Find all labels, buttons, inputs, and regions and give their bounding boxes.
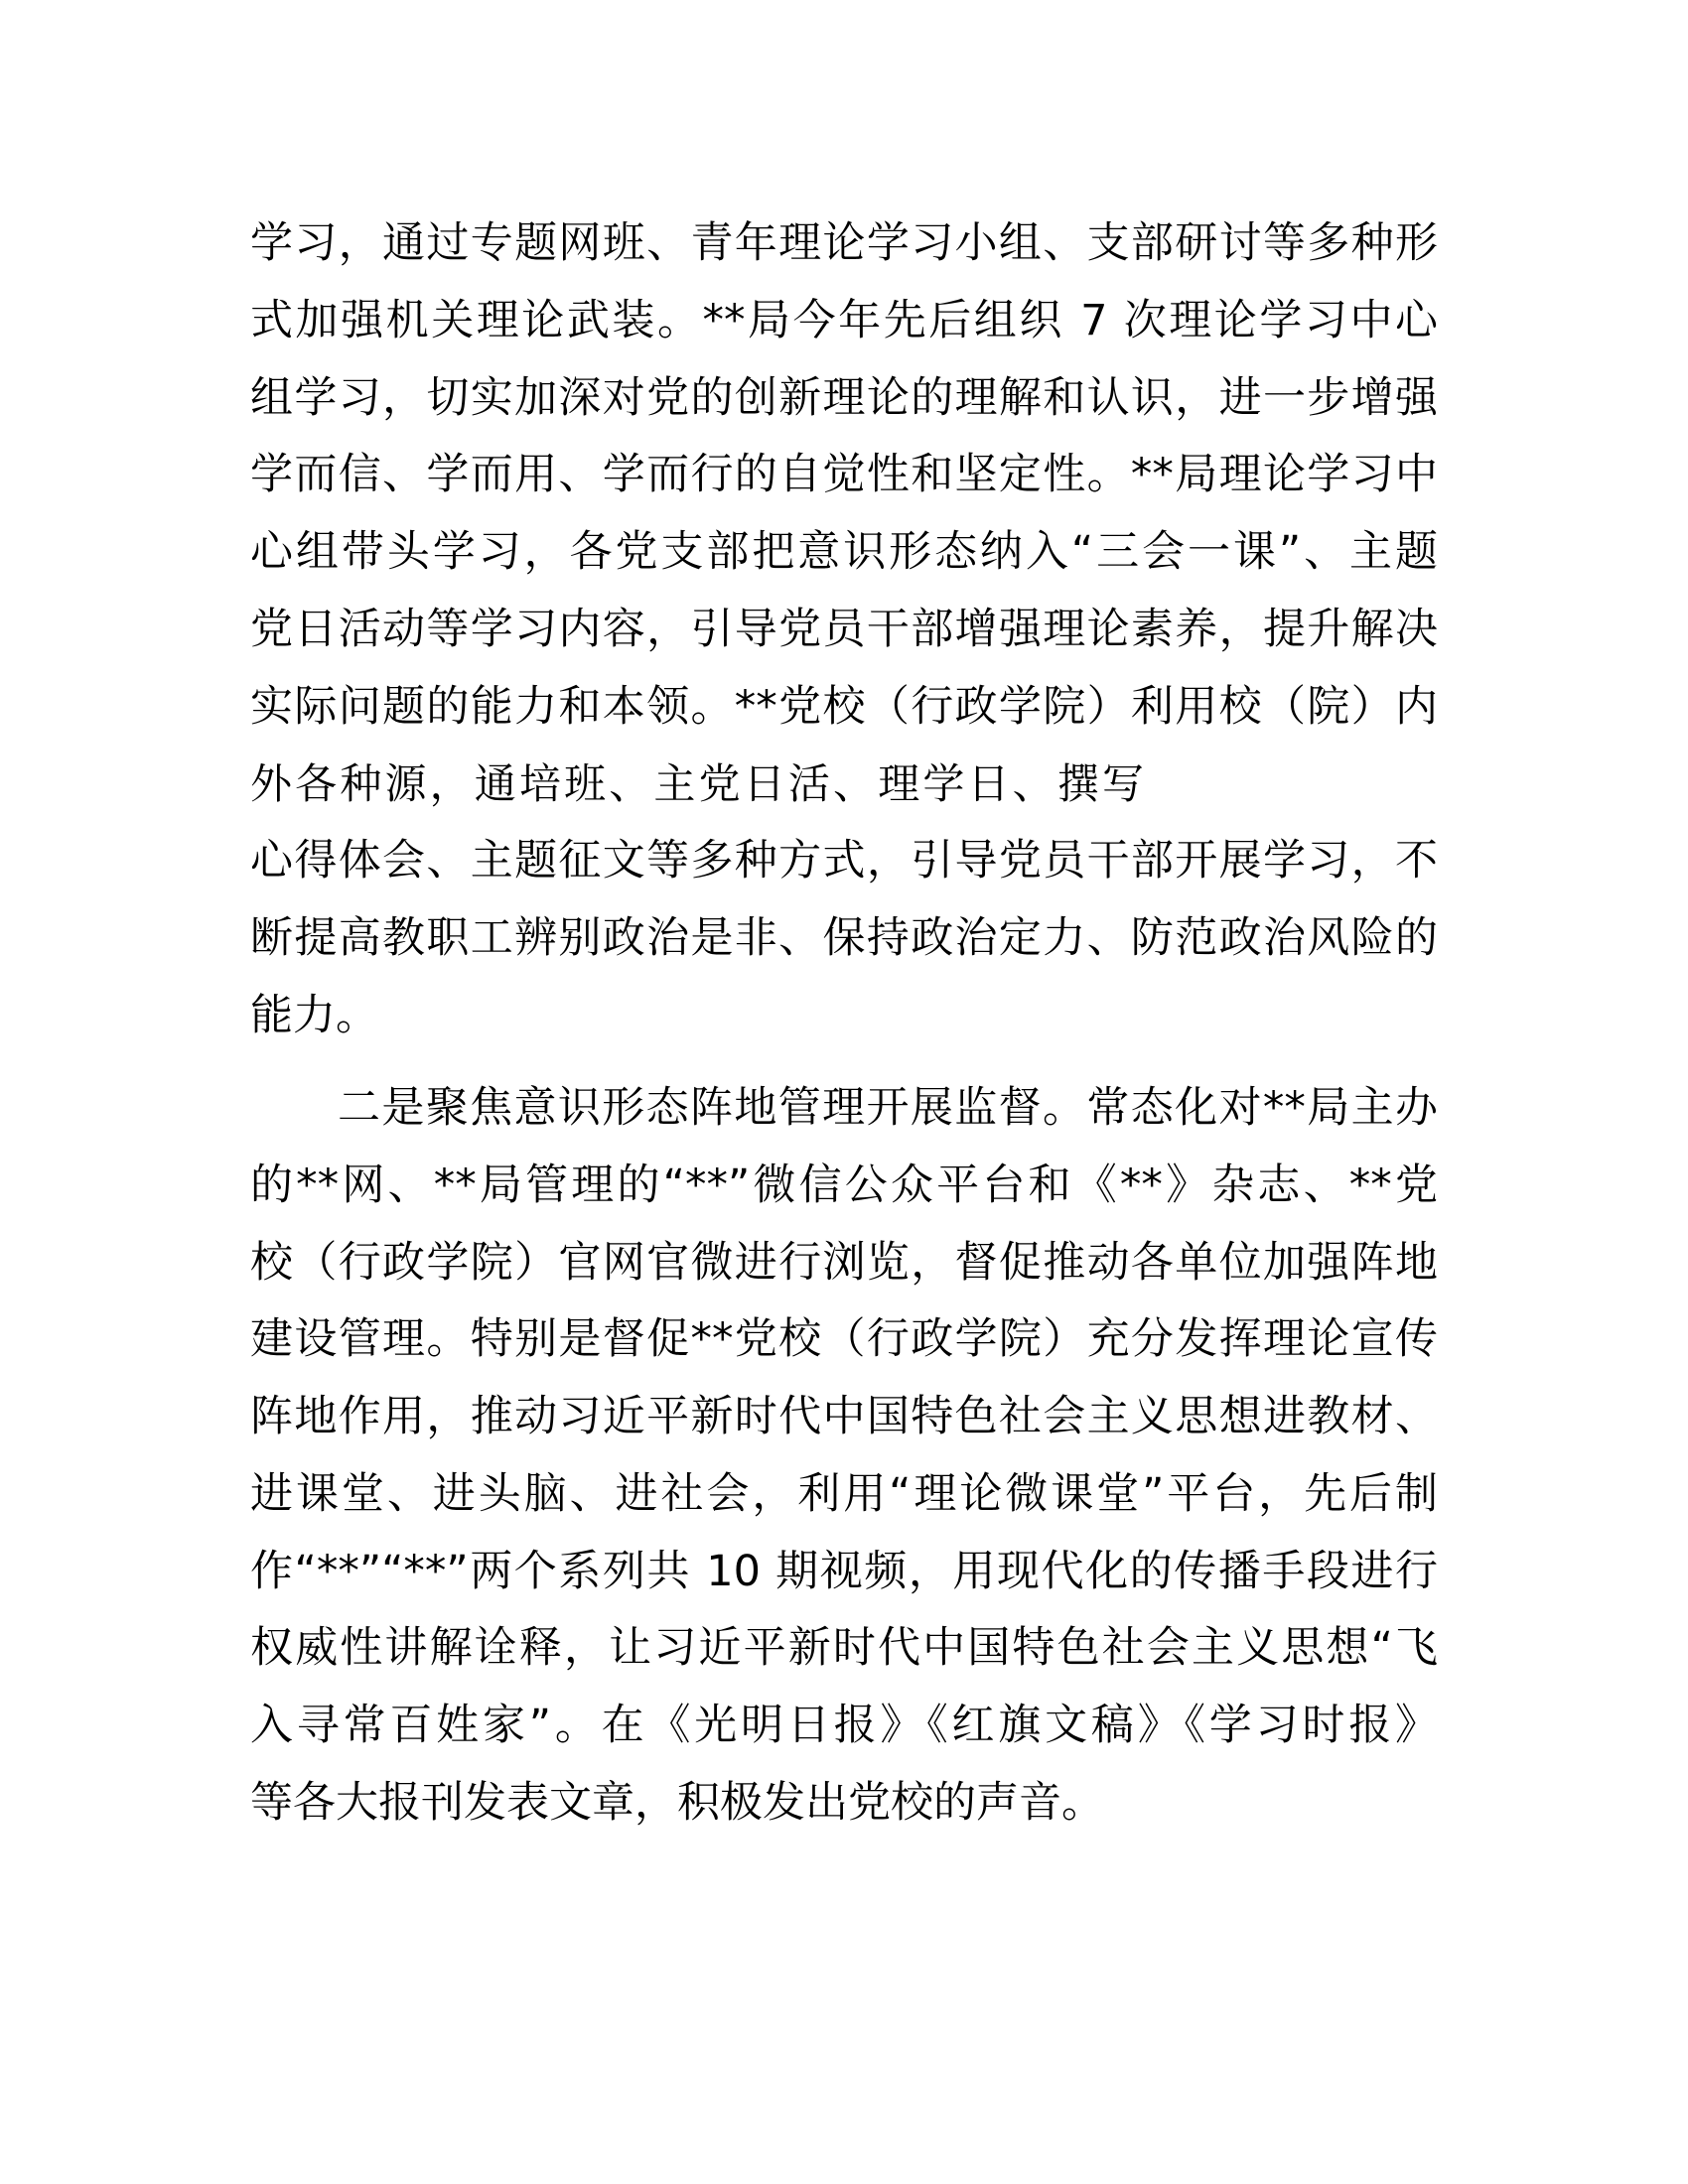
text-line: 等各大报刊发表文章，积极发出党校的声音。 (250, 1778, 1104, 1828)
text-line: 权威性讲解诠释，让习近平新时代中国特色社会主义思想“飞 (250, 1623, 1438, 1673)
text-line: 心组带头学习，各党支部把意识形态纳入“三会一课”、主题 (250, 527, 1438, 577)
text-line: 学而信、学而用、学而行的自觉性和坚定性。**局理论学习中 (250, 450, 1438, 499)
text-line: 作“**”“**”两个系列共 10 期视频，用现代化的传播手段进行 (250, 1547, 1438, 1596)
text-line: 组学习，切实加深对党的创新理论的理解和认识，进一步增强 (250, 373, 1438, 423)
text-line: 实际问题的能力和本领。**党校（行政学院）利用校（院）内 (250, 682, 1438, 732)
text-line: 断提高教职工辨别政治是非、保持政治定力、防范政治风险的 (250, 913, 1438, 963)
text-line: 建设管理。特别是督促**党校（行政学院）充分发挥理论宣传 (250, 1314, 1438, 1364)
text-line: 入寻常百姓家”。在《光明日报》《红旗文稿》《学习时报》 (250, 1701, 1438, 1750)
text-line: 进课堂、进头脑、进社会，利用“理论微课堂”平台，先后制 (250, 1469, 1438, 1519)
text-line: 外各种源，通培班、主党日活、理学日、撰写 (250, 759, 1144, 808)
text-line: 学习，通过专题网班、青年理论学习小组、支部研讨等多种形 (250, 218, 1438, 268)
text-line: 二是聚焦意识形态阵地管理开展监督。常态化对**局主办 (338, 1083, 1438, 1133)
text-line: 的**网、**局管理的“**”微信公众平台和《**》杂志、**党 (250, 1160, 1438, 1210)
text-line: 阵地作用，推动习近平新时代中国特色社会主义思想进教材、 (250, 1392, 1438, 1441)
text-line: 式加强机关理论武装。**局今年先后组织 7 次理论学习中心 (250, 296, 1438, 345)
text-line: 党日活动等学习内容，引导党员干部增强理论素养，提升解决 (250, 605, 1438, 654)
text-line: 校（行政学院）官网官微进行浏览，督促推动各单位加强阵地 (250, 1238, 1438, 1288)
text-line: 心得体会、主题征文等多种方式，引导党员干部开展学习，不 (250, 836, 1438, 886)
text-line: 能力。 (250, 991, 378, 1040)
